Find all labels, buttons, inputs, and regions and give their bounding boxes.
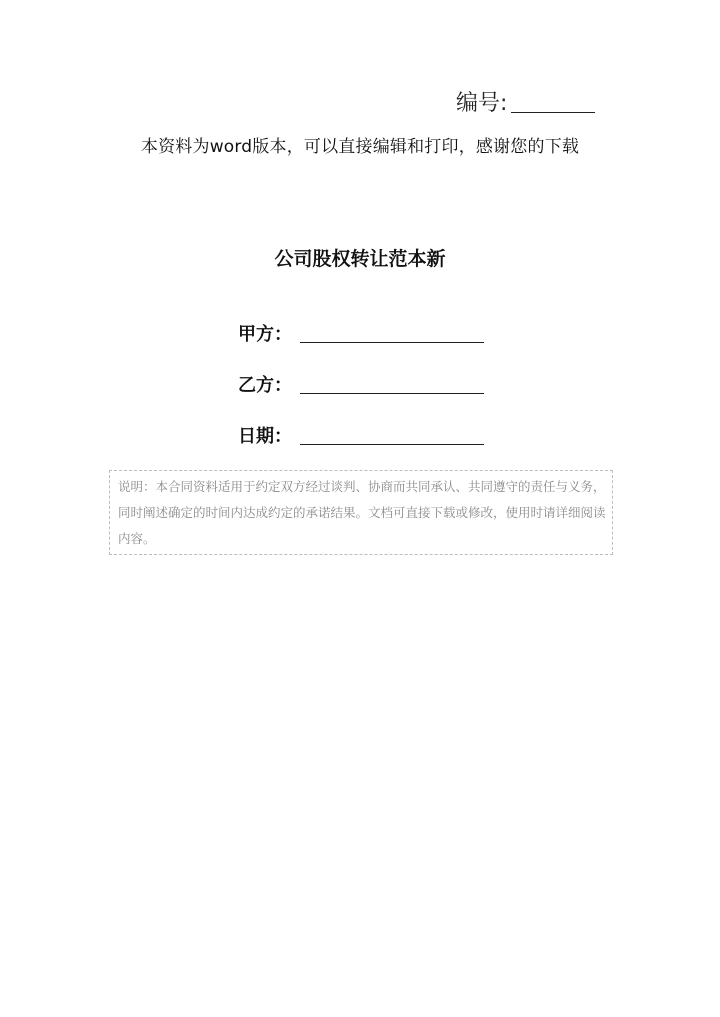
party-a-blank[interactable]: [300, 342, 484, 343]
date-blank[interactable]: [300, 444, 484, 445]
party-a-field: [238, 320, 484, 346]
date-field: [238, 422, 484, 448]
serial-number-label: 编号:: [456, 91, 508, 116]
description-box: 说明：本合同资料适用于约定双方经过谈判、协商而共同承认、共同遵守的责任与义务，同时阐述确定的时间内达成约定的承诺结果。文档可直接下载或修改，使用时请详细阅读内容。: [109, 470, 613, 555]
date-label: 日期：: [238, 426, 292, 447]
document-title: 公司股权转让范本新: [274, 248, 446, 270]
download-notice: 本资料为word版本，可以直接编辑和打印，感谢您的下载: [140, 137, 580, 157]
party-b-blank[interactable]: [300, 393, 484, 394]
serial-number: [456, 86, 595, 117]
party-b-field: [238, 371, 484, 397]
serial-number-blank[interactable]: [511, 112, 595, 113]
party-a-label: 甲方：: [238, 324, 292, 345]
party-b-label: 乙方：: [238, 375, 292, 396]
